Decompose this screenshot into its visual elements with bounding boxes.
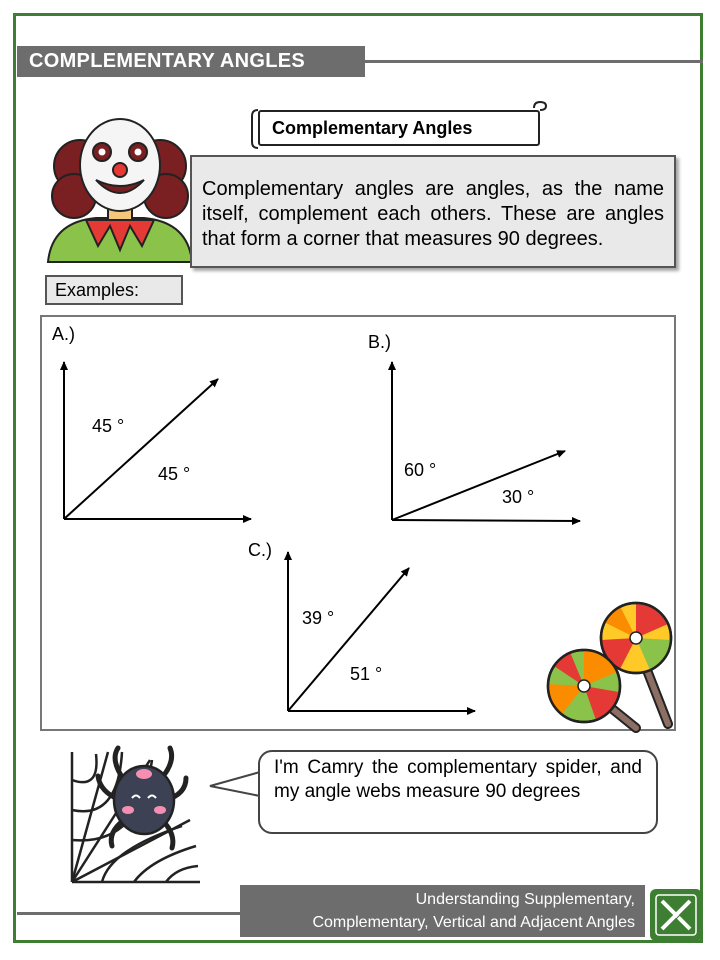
example-c-label: C.) xyxy=(248,540,272,560)
example-a-middle-ray xyxy=(64,379,218,519)
footer-rule xyxy=(17,912,240,915)
ruler-pencil-logo-icon xyxy=(650,889,702,941)
section-header: COMPLEMENTARY ANGLES xyxy=(17,46,365,77)
definition-box: Complementary angles are angles, as the name itself, complement each others. These are angles that form a corner that measures 90 degrees. xyxy=(190,155,676,268)
footer-title xyxy=(240,885,645,937)
lollipops-icon xyxy=(548,603,671,728)
example-b-angle-1: 60 ° xyxy=(404,460,437,480)
example-c-angle-1: 39 ° xyxy=(302,608,335,628)
example-c-middle-ray xyxy=(288,568,409,711)
spider-icon xyxy=(72,748,200,882)
example-b-angle-2: 30 ° xyxy=(502,487,535,507)
example-b xyxy=(368,332,580,521)
example-c-angle-2: 51 ° xyxy=(350,664,383,684)
scroll-title: Complementary Angles xyxy=(258,110,540,146)
speech-tail xyxy=(210,772,260,796)
examples-label: Examples: xyxy=(45,275,183,305)
example-a xyxy=(52,324,251,519)
example-c xyxy=(248,540,475,711)
example-a-angle-1: 45 ° xyxy=(92,416,125,436)
example-a-angle-2: 45 ° xyxy=(158,464,191,484)
example-b-horizontal-ray xyxy=(392,520,580,521)
footer-line-1: Understanding Supplementary, xyxy=(415,891,635,908)
example-b-label: B.) xyxy=(368,332,392,352)
footer-line-2: Complementary, Vertical and Adjacent Angles xyxy=(312,914,635,931)
speech-bubble: I'm Camry the complementary spider, and my angle webs measure 90 degrees xyxy=(258,750,658,834)
example-a-label: A.) xyxy=(52,324,76,344)
